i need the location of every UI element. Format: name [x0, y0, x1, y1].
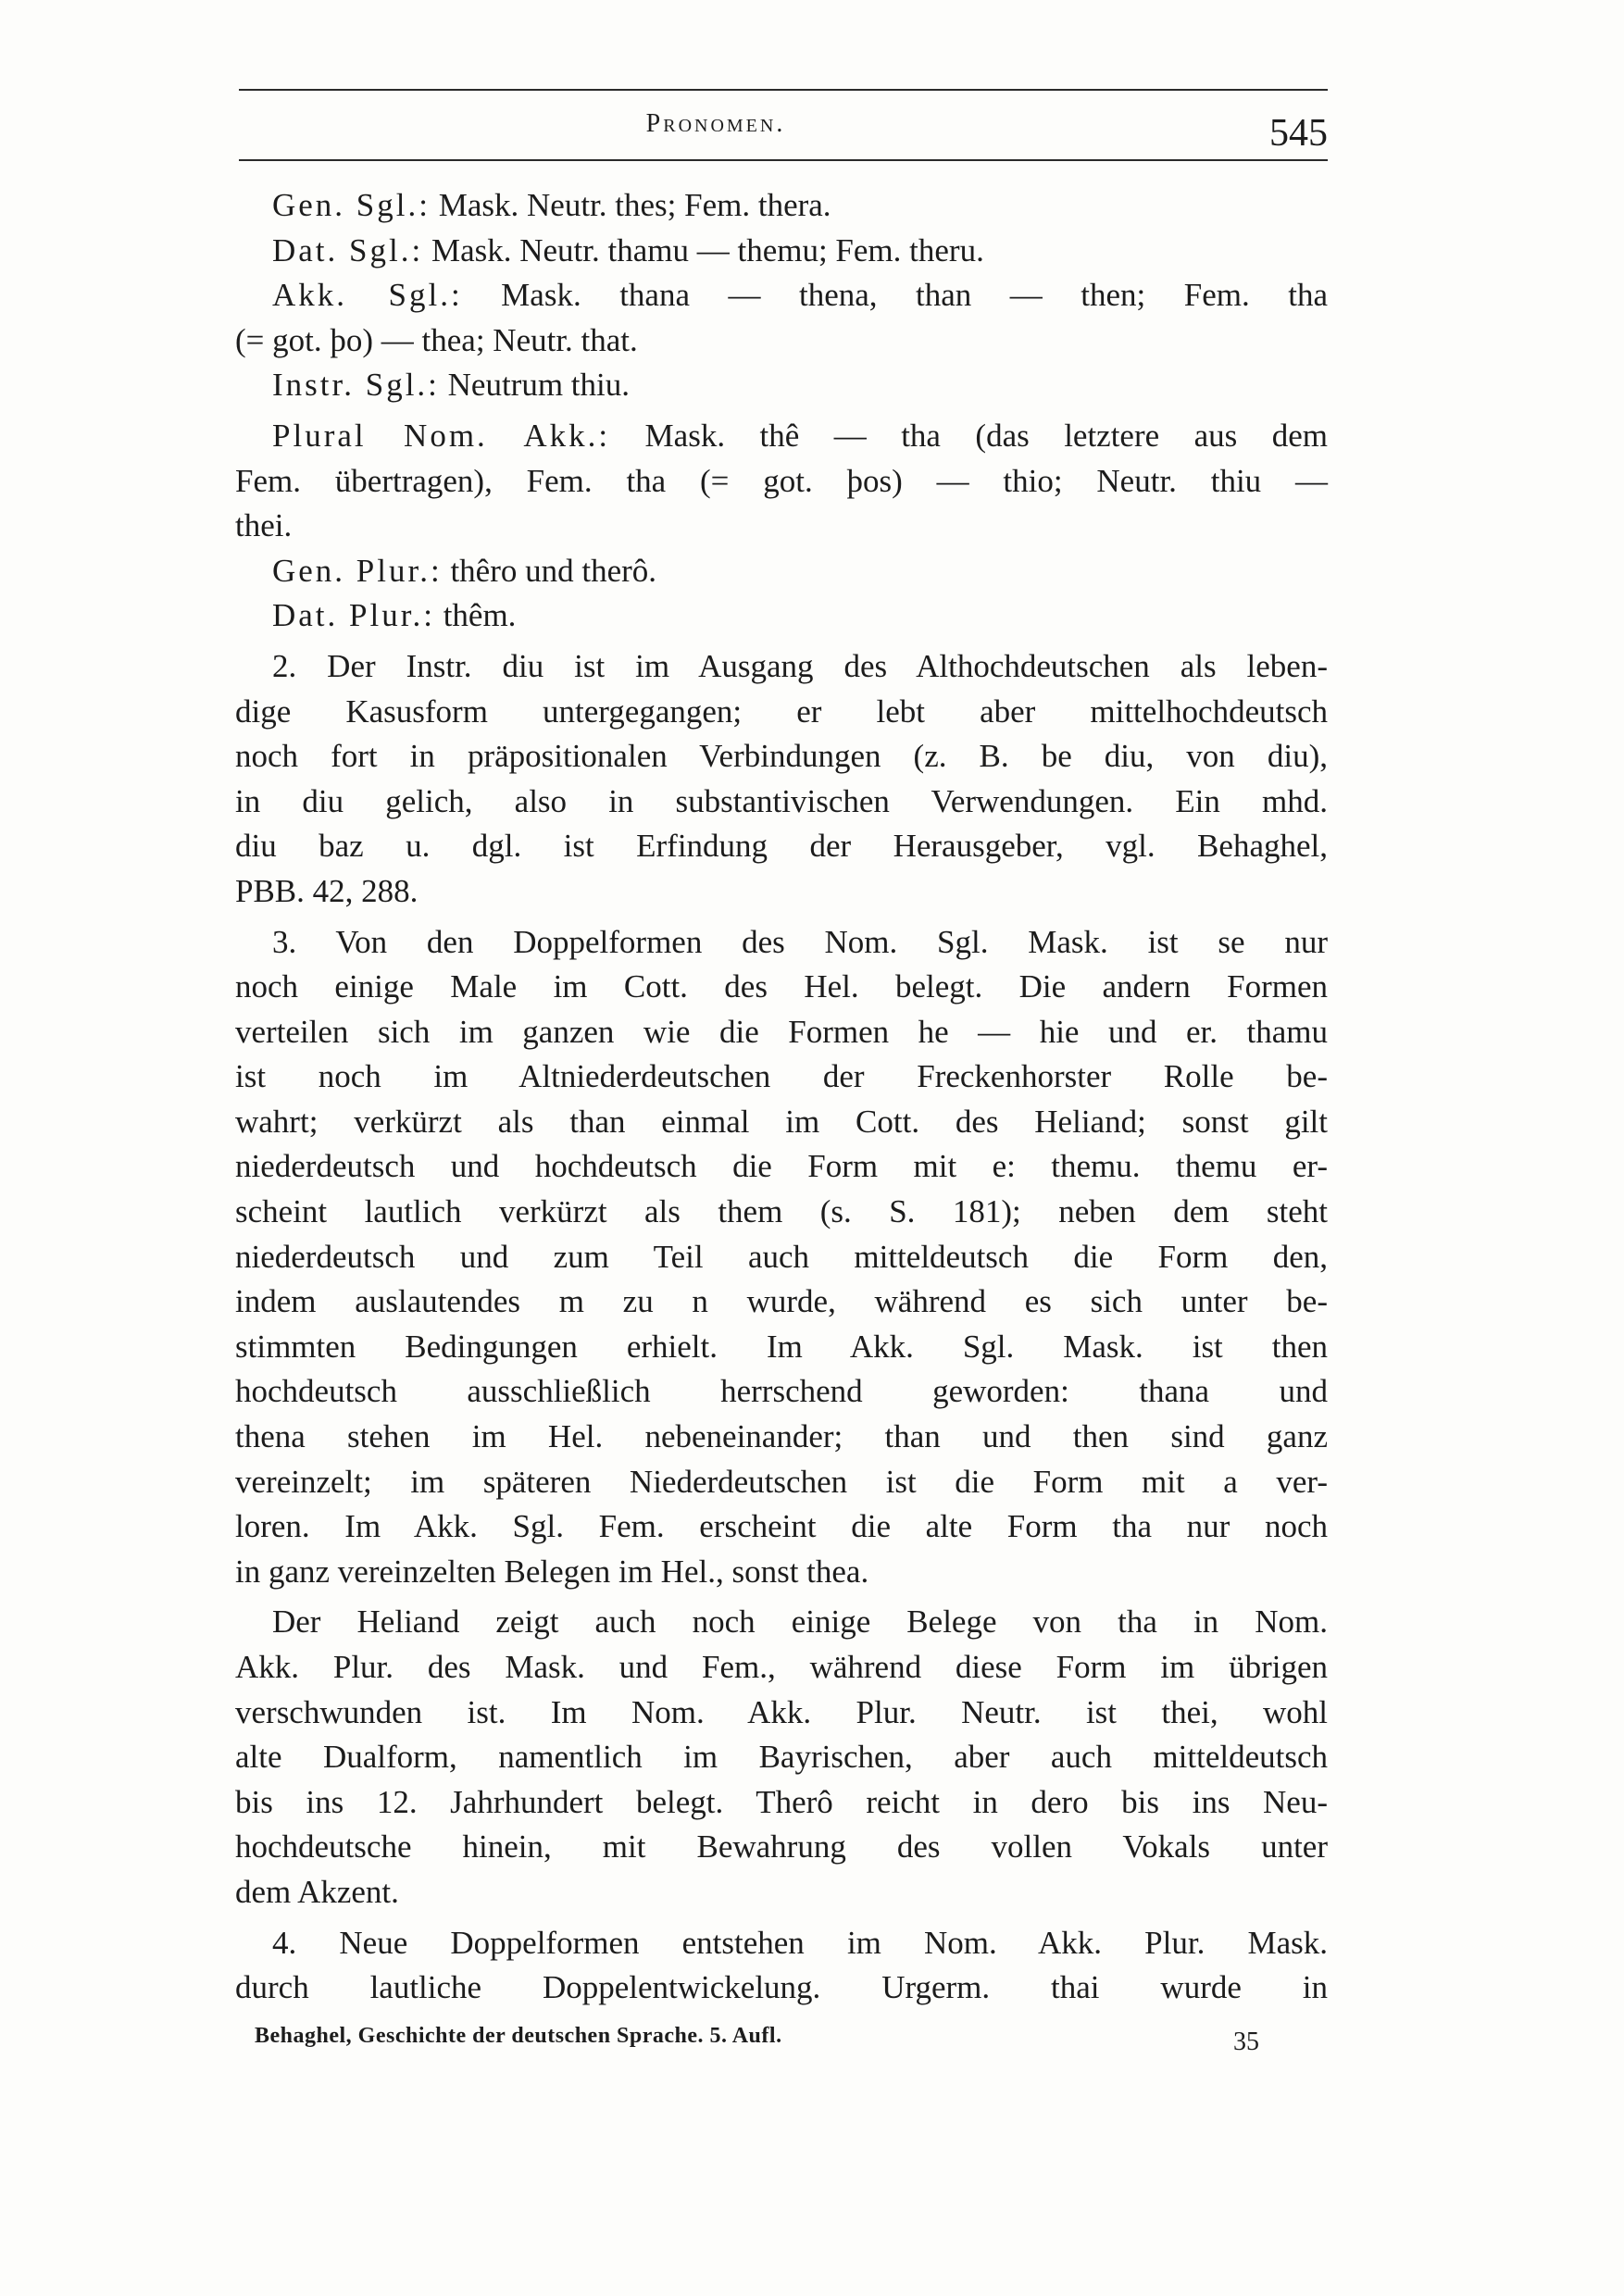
- para-3-line: ist noch im Altniederdeutschen der Freckenhorster Rolle be-: [235, 1058, 1328, 1095]
- para-3-line: niederdeutsch und zum Teil auch mitteldeutsch die Form den,: [235, 1238, 1328, 1275]
- header-rule-top: [239, 89, 1328, 91]
- para-2-line: diu baz u. dgl. ist Erfindung der Herausgeber, vgl. Behaghel,: [235, 828, 1328, 865]
- akk-sgl-line: Akk. Sgl.: Mask. thana — thena, than — then; Fem. tha: [272, 277, 1328, 314]
- para-3-line: thena stehen im Hel. nebeneinander; than und then sind ganz: [235, 1418, 1328, 1455]
- para-heliand-line: Der Heliand zeigt auch noch einige Belege von tha in Nom.: [272, 1603, 1328, 1641]
- para-4-line: durch lautliche Doppelentwickelung. Urgerm. thai wurde in: [235, 1969, 1328, 2006]
- plural-line-3: thei.: [235, 507, 293, 544]
- para-heliand-line: verschwunden ist. Im Nom. Akk. Plur. Neutr. ist thei, wohl: [235, 1693, 1328, 1730]
- running-title: Pronomen.: [645, 109, 786, 138]
- para-2-line: in diu gelich, also in substantivischen Verwendungen. Ein mhd.: [235, 782, 1328, 819]
- para-heliand-line: dem Akzent.: [235, 1873, 399, 1910]
- plural-nom-akk-line: Plural Nom. Akk.: Mask. thê — tha (das letztere aus dem: [272, 417, 1328, 454]
- gen-plur-line: Gen. Plur.: thêro und therô.: [272, 552, 657, 589]
- dat-plur-line: Dat. Plur.: thêm.: [272, 597, 517, 634]
- para-3-line: vereinzelt; im späteren Niederdeutschen ist die Form mit a ver-: [235, 1463, 1328, 1500]
- footer-citation: Behaghel, Geschichte der deutschen Sprache. 5. Aufl.: [255, 2024, 782, 2048]
- header-rule-bottom: [239, 159, 1328, 161]
- akk-sgl-line-2: (= got. þo) — thea; Neutr. that.: [235, 321, 638, 358]
- para-2-line: dige Kasusform untergegangen; er lebt aber mittelhochdeutsch: [235, 693, 1328, 730]
- para-heliand-line: hochdeutsche hinein, mit Bewahrung des vollen Vokals unter: [235, 1828, 1328, 1866]
- body-text: [235, 183, 1328, 2011]
- para-3-line: indem auslautendes m zu n wurde, während es sich unter be-: [235, 1283, 1328, 1320]
- para-3-line: in ganz vereinzelten Belegen im Hel., sonst thea.: [235, 1553, 869, 1590]
- para-3-line: verteilen sich im ganzen wie die Formen he — hie und er. thamu: [235, 1013, 1328, 1050]
- para-4-line: 4. Neue Doppelformen entstehen im Nom. Akk. Plur. Mask.: [272, 1924, 1328, 1961]
- para-2-line: PBB. 42, 288.: [235, 872, 418, 909]
- para-3-line: niederdeutsch und hochdeutsch die Form mit e: themu. themu er-: [235, 1148, 1328, 1185]
- instr-sgl-line: Instr. Sgl.: Neutrum thiu.: [272, 367, 631, 404]
- para-heliand-line: Akk. Plur. des Mask. und Fem., während diese Form im übrigen: [235, 1649, 1328, 1685]
- para-heliand-line: bis ins 12. Jahrhundert belegt. Therô reicht in dero bis ins Neu-: [235, 1783, 1328, 1820]
- para-2-line: 2. Der Instr. diu ist im Ausgang des Althochdeutschen als leben-: [272, 647, 1328, 684]
- page-number: 545: [1269, 112, 1328, 155]
- signature-mark: 35: [1233, 2028, 1259, 2056]
- gen-sgl-line: Gen. Sgl.: Mask. Neutr. thes; Fem. thera.: [272, 187, 831, 223]
- para-3-line: scheint lautlich verkürzt als them (s. S. 181); neben dem steht: [235, 1193, 1328, 1230]
- para-2-line: noch fort in präpositionalen Verbindungen (z. B. be diu, von diu),: [235, 738, 1328, 775]
- para-3-line: hochdeutsch ausschließlich herrschend geworden: thana und: [235, 1373, 1328, 1410]
- para-3-line: loren. Im Akk. Sgl. Fem. erscheint die alte Form tha nur noch: [235, 1508, 1328, 1545]
- para-3-line: wahrt; verkürzt als than einmal im Cott. des Heliand; sonst gilt: [235, 1103, 1328, 1140]
- plural-line-2: Fem. übertragen), Fem. tha (= got. þos) — thio; Neutr. thiu —: [235, 462, 1328, 499]
- para-3-line: 3. Von den Doppelformen des Nom. Sgl. Mask. ist se nur: [272, 923, 1328, 960]
- para-heliand-line: alte Dualform, namentlich im Bayrischen, aber auch mitteldeutsch: [235, 1739, 1328, 1776]
- dat-sgl-line: Dat. Sgl.: Mask. Neutr. thamu — themu; Fem. theru.: [272, 231, 984, 268]
- para-3-line: stimmten Bedingungen erhielt. Im Akk. Sgl. Mask. ist then: [235, 1328, 1328, 1365]
- para-3-line: noch einige Male im Cott. des Hel. belegt. Die andern Formen: [235, 968, 1328, 1005]
